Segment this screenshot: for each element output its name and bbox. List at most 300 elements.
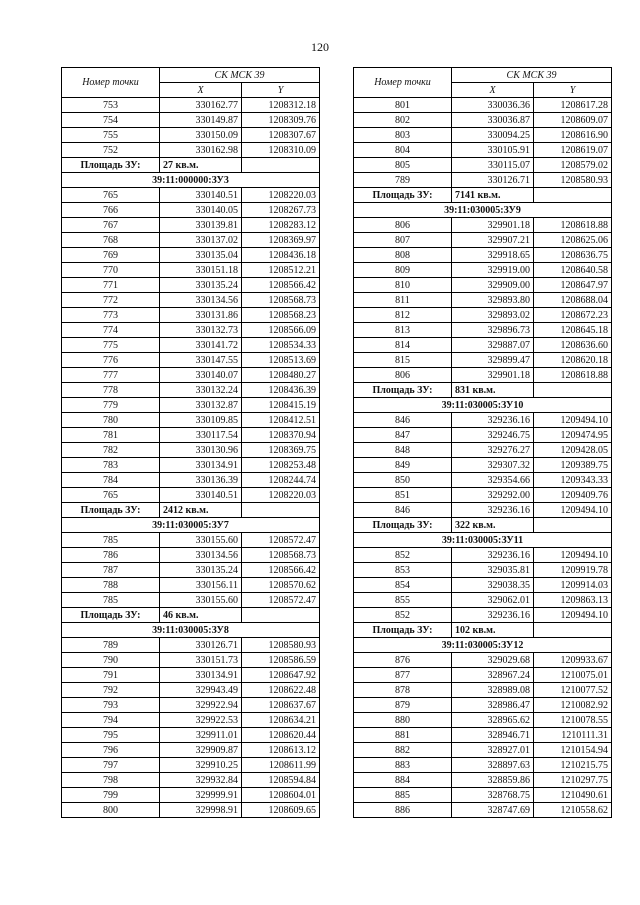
point-number: 847 [354, 428, 452, 443]
table-row [62, 218, 320, 233]
y-coordinate: 1208586.59 [242, 653, 320, 668]
table-row [62, 788, 320, 803]
y-coordinate: 1208310.09 [242, 143, 320, 158]
area-label: Площадь ЗУ: [354, 623, 452, 638]
table-row [62, 113, 320, 128]
point-number: 879 [354, 698, 452, 713]
y-coordinate: 1208566.42 [242, 278, 320, 293]
x-coordinate: 329998.91 [160, 803, 242, 818]
header-x: X [160, 83, 242, 98]
y-coordinate: 1208513.69 [242, 353, 320, 368]
point-number: 765 [62, 188, 160, 203]
table-row [354, 323, 612, 338]
x-coordinate: 330150.09 [160, 128, 242, 143]
point-number: 797 [62, 758, 160, 773]
table-row [354, 128, 612, 143]
point-number: 772 [62, 293, 160, 308]
y-coordinate: 1210558.62 [534, 803, 612, 818]
x-coordinate: 328768.75 [452, 788, 534, 803]
table-row [62, 203, 320, 218]
parcel-section-row [354, 638, 612, 653]
area-label: Площадь ЗУ: [354, 383, 452, 398]
y-coordinate: 1208620.44 [242, 728, 320, 743]
y-coordinate: 1210215.75 [534, 758, 612, 773]
area-label: Площадь ЗУ: [62, 503, 160, 518]
table-row [62, 473, 320, 488]
table-row [62, 353, 320, 368]
y-coordinate: 1208645.18 [534, 323, 612, 338]
x-coordinate: 329062.01 [452, 593, 534, 608]
x-coordinate: 330155.60 [160, 593, 242, 608]
table-row [354, 218, 612, 233]
point-number: 815 [354, 353, 452, 368]
point-number: 885 [354, 788, 452, 803]
point-number: 801 [354, 98, 452, 113]
y-coordinate: 1209494.10 [534, 548, 612, 563]
x-coordinate: 330140.51 [160, 488, 242, 503]
x-coordinate: 329236.16 [452, 608, 534, 623]
y-coordinate: 1209343.33 [534, 473, 612, 488]
point-number: 848 [354, 443, 452, 458]
y-coordinate: 1208369.75 [242, 443, 320, 458]
y-coordinate: 1208618.88 [534, 218, 612, 233]
y-coordinate: 1208572.47 [242, 533, 320, 548]
x-coordinate: 330140.05 [160, 203, 242, 218]
table-row [354, 713, 612, 728]
area-label: Площадь ЗУ: [354, 188, 452, 203]
area-label: Площадь ЗУ: [354, 518, 452, 533]
x-coordinate: 329236.16 [452, 548, 534, 563]
table-row [62, 638, 320, 653]
x-coordinate: 329943.49 [160, 683, 242, 698]
y-coordinate: 1210154.94 [534, 743, 612, 758]
point-number: 785 [62, 593, 160, 608]
y-coordinate: 1210297.75 [534, 773, 612, 788]
area-empty-cell [242, 608, 320, 623]
point-number: 806 [354, 218, 452, 233]
x-coordinate: 329236.16 [452, 503, 534, 518]
point-number: 767 [62, 218, 160, 233]
point-number: 771 [62, 278, 160, 293]
x-coordinate: 330132.24 [160, 383, 242, 398]
point-number: 876 [354, 653, 452, 668]
y-coordinate: 1208625.06 [534, 233, 612, 248]
y-coordinate: 1208640.58 [534, 263, 612, 278]
table-row [354, 173, 612, 188]
table-row [62, 803, 320, 818]
point-number: 789 [62, 638, 160, 653]
point-number: 768 [62, 233, 160, 248]
point-number: 777 [62, 368, 160, 383]
x-coordinate: 328965.62 [452, 713, 534, 728]
y-coordinate: 1208220.03 [242, 488, 320, 503]
table-row [354, 578, 612, 593]
x-coordinate: 329907.21 [452, 233, 534, 248]
point-number: 784 [62, 473, 160, 488]
x-coordinate: 330149.87 [160, 113, 242, 128]
point-number: 770 [62, 263, 160, 278]
y-coordinate: 1210111.31 [534, 728, 612, 743]
x-coordinate: 329893.80 [452, 293, 534, 308]
header-y: Y [534, 83, 612, 98]
table-row [354, 548, 612, 563]
x-coordinate: 328986.47 [452, 698, 534, 713]
point-number: 780 [62, 413, 160, 428]
x-coordinate: 330132.87 [160, 398, 242, 413]
table-row [62, 728, 320, 743]
area-empty-cell [242, 158, 320, 173]
point-number: 752 [62, 143, 160, 158]
x-coordinate: 329910.25 [160, 758, 242, 773]
table-row [62, 323, 320, 338]
x-coordinate: 330134.91 [160, 668, 242, 683]
point-number: 882 [354, 743, 452, 758]
page-number: 120 [311, 40, 329, 54]
coordinates-table-left [61, 67, 320, 818]
y-coordinate: 1208512.21 [242, 263, 320, 278]
table-row [62, 458, 320, 473]
point-number: 782 [62, 443, 160, 458]
y-coordinate: 1209389.75 [534, 458, 612, 473]
point-number: 789 [354, 173, 452, 188]
y-coordinate: 1208622.48 [242, 683, 320, 698]
point-number: 794 [62, 713, 160, 728]
area-value: 46 кв.м. [160, 608, 242, 623]
area-empty-cell [534, 188, 612, 203]
point-number: 884 [354, 773, 452, 788]
y-coordinate: 1208604.01 [242, 788, 320, 803]
y-coordinate: 1208672.23 [534, 308, 612, 323]
table-row [62, 428, 320, 443]
x-coordinate: 329236.16 [452, 413, 534, 428]
y-coordinate: 1208436.18 [242, 248, 320, 263]
area-value: 102 кв.м. [452, 623, 534, 638]
y-coordinate: 1208636.60 [534, 338, 612, 353]
y-coordinate: 1208636.75 [534, 248, 612, 263]
point-number: 788 [62, 578, 160, 593]
point-number: 766 [62, 203, 160, 218]
point-number: 773 [62, 308, 160, 323]
x-coordinate: 329932.84 [160, 773, 242, 788]
area-row [62, 608, 320, 623]
table-row [354, 788, 612, 803]
area-empty-cell [534, 623, 612, 638]
table-row [354, 248, 612, 263]
table-row [354, 563, 612, 578]
x-coordinate: 328927.01 [452, 743, 534, 758]
point-number: 774 [62, 323, 160, 338]
point-number: 787 [62, 563, 160, 578]
x-coordinate: 330162.77 [160, 98, 242, 113]
area-empty-cell [534, 518, 612, 533]
area-label: Площадь ЗУ: [62, 158, 160, 173]
parcel-id: 39:11:030005:ЗУ9 [354, 203, 612, 218]
table-row [354, 413, 612, 428]
y-coordinate: 1209933.67 [534, 653, 612, 668]
x-coordinate: 330136.39 [160, 473, 242, 488]
point-number: 807 [354, 233, 452, 248]
point-number: 849 [354, 458, 452, 473]
point-number: 880 [354, 713, 452, 728]
x-coordinate: 329909.00 [452, 278, 534, 293]
x-coordinate: 329038.35 [452, 578, 534, 593]
x-coordinate: 330135.24 [160, 563, 242, 578]
y-coordinate: 1208220.03 [242, 188, 320, 203]
x-coordinate: 329887.07 [452, 338, 534, 353]
x-coordinate: 329276.27 [452, 443, 534, 458]
y-coordinate: 1209494.10 [534, 503, 612, 518]
area-row [62, 158, 320, 173]
y-coordinate: 1208568.73 [242, 548, 320, 563]
area-value: 27 кв.м. [160, 158, 242, 173]
x-coordinate: 329901.18 [452, 218, 534, 233]
table-row [62, 683, 320, 698]
point-number: 776 [62, 353, 160, 368]
point-number: 792 [62, 683, 160, 698]
point-number: 799 [62, 788, 160, 803]
x-coordinate: 329919.00 [452, 263, 534, 278]
point-number: 798 [62, 773, 160, 788]
y-coordinate: 1208436.39 [242, 383, 320, 398]
table-row [354, 233, 612, 248]
table-row [62, 338, 320, 353]
area-row [354, 188, 612, 203]
x-coordinate: 330105.91 [452, 143, 534, 158]
parcel-id: 39:11:030005:ЗУ8 [62, 623, 320, 638]
point-number: 877 [354, 668, 452, 683]
point-number: 855 [354, 593, 452, 608]
parcel-id: 39:11:030005:ЗУ10 [354, 398, 612, 413]
x-coordinate: 330134.56 [160, 548, 242, 563]
point-number: 853 [354, 563, 452, 578]
table-row [354, 728, 612, 743]
table-row [354, 743, 612, 758]
y-coordinate: 1209914.03 [534, 578, 612, 593]
header-point-number: Номер точки [354, 68, 452, 98]
y-coordinate: 1210082.92 [534, 698, 612, 713]
x-coordinate: 330151.73 [160, 653, 242, 668]
table-row [354, 158, 612, 173]
parcel-section-row [354, 203, 612, 218]
table-row [62, 308, 320, 323]
x-coordinate: 330135.04 [160, 248, 242, 263]
y-coordinate: 1208369.97 [242, 233, 320, 248]
table-row [354, 503, 612, 518]
x-coordinate: 329035.81 [452, 563, 534, 578]
table-row [62, 413, 320, 428]
y-coordinate: 1208534.33 [242, 338, 320, 353]
table-row [62, 593, 320, 608]
parcel-id: 39:11:000000:ЗУ3 [62, 173, 320, 188]
x-coordinate: 330126.71 [452, 173, 534, 188]
y-coordinate: 1208637.67 [242, 698, 320, 713]
point-number: 881 [354, 728, 452, 743]
point-number: 850 [354, 473, 452, 488]
x-coordinate: 330137.02 [160, 233, 242, 248]
table-row [62, 398, 320, 413]
table-row [354, 428, 612, 443]
table-row [354, 608, 612, 623]
y-coordinate: 1208619.07 [534, 143, 612, 158]
table-row [354, 113, 612, 128]
table-row [62, 548, 320, 563]
table-row [62, 233, 320, 248]
point-number: 779 [62, 398, 160, 413]
header-x: X [452, 83, 534, 98]
point-number: 790 [62, 653, 160, 668]
x-coordinate: 328946.71 [452, 728, 534, 743]
y-coordinate: 1209428.05 [534, 443, 612, 458]
y-coordinate: 1208415.19 [242, 398, 320, 413]
point-number: 846 [354, 413, 452, 428]
table-row [62, 563, 320, 578]
x-coordinate: 330140.51 [160, 188, 242, 203]
y-coordinate: 1208480.27 [242, 368, 320, 383]
y-coordinate: 1208618.88 [534, 368, 612, 383]
table-row [354, 98, 612, 113]
point-number: 800 [62, 803, 160, 818]
x-coordinate: 330115.07 [452, 158, 534, 173]
table-row [354, 773, 612, 788]
x-coordinate: 330140.07 [160, 368, 242, 383]
point-number: 814 [354, 338, 452, 353]
x-coordinate: 330156.11 [160, 578, 242, 593]
header-y: Y [242, 83, 320, 98]
table-row [62, 533, 320, 548]
area-value: 831 кв.м. [452, 383, 534, 398]
area-value: 7141 кв.м. [452, 188, 534, 203]
point-number: 775 [62, 338, 160, 353]
point-number: 808 [354, 248, 452, 263]
y-coordinate: 1208566.42 [242, 563, 320, 578]
table-row [354, 293, 612, 308]
table-row [354, 803, 612, 818]
point-number: 786 [62, 548, 160, 563]
table-row [62, 248, 320, 263]
x-coordinate: 329922.94 [160, 698, 242, 713]
point-number: 769 [62, 248, 160, 263]
table-row [354, 758, 612, 773]
table-row [62, 653, 320, 668]
point-number: 795 [62, 728, 160, 743]
table-row [354, 278, 612, 293]
x-coordinate: 328989.08 [452, 683, 534, 698]
y-coordinate: 1208307.67 [242, 128, 320, 143]
table-row [354, 368, 612, 383]
y-coordinate: 1209863.13 [534, 593, 612, 608]
point-number: 805 [354, 158, 452, 173]
y-coordinate: 1208370.94 [242, 428, 320, 443]
table-row [354, 308, 612, 323]
area-empty-cell [242, 503, 320, 518]
x-coordinate: 330036.87 [452, 113, 534, 128]
y-coordinate: 1209919.78 [534, 563, 612, 578]
point-number: 802 [354, 113, 452, 128]
table-row [354, 593, 612, 608]
point-number: 755 [62, 128, 160, 143]
y-coordinate: 1208613.12 [242, 743, 320, 758]
x-coordinate: 329307.32 [452, 458, 534, 473]
point-number: 796 [62, 743, 160, 758]
area-value: 2412 кв.м. [160, 503, 242, 518]
table-row [62, 743, 320, 758]
table-row [62, 143, 320, 158]
table-row [354, 488, 612, 503]
x-coordinate: 328967.24 [452, 668, 534, 683]
table-row [354, 143, 612, 158]
y-coordinate: 1208634.21 [242, 713, 320, 728]
x-coordinate: 329354.66 [452, 473, 534, 488]
table-row [354, 353, 612, 368]
y-coordinate: 1208647.92 [242, 668, 320, 683]
table-row [62, 98, 320, 113]
y-coordinate: 1208312.18 [242, 98, 320, 113]
point-number: 886 [354, 803, 452, 818]
header-coordinate-system: СК МСК 39 [452, 68, 612, 83]
point-number: 854 [354, 578, 452, 593]
y-coordinate: 1208688.04 [534, 293, 612, 308]
x-coordinate: 329901.18 [452, 368, 534, 383]
table-row [354, 263, 612, 278]
point-number: 778 [62, 383, 160, 398]
header-coordinate-system: СК МСК 39 [160, 68, 320, 83]
area-row [354, 518, 612, 533]
coordinates-table-right [353, 67, 612, 818]
table-row [62, 293, 320, 308]
x-coordinate: 329918.65 [452, 248, 534, 263]
point-number: 804 [354, 143, 452, 158]
point-number: 810 [354, 278, 452, 293]
header-point-number: Номер точки [62, 68, 160, 98]
table-row [62, 698, 320, 713]
table-body [354, 98, 612, 818]
x-coordinate: 330134.91 [160, 458, 242, 473]
table-row [354, 698, 612, 713]
point-number: 806 [354, 368, 452, 383]
x-coordinate: 330130.96 [160, 443, 242, 458]
parcel-section-row [62, 623, 320, 638]
x-coordinate: 329922.53 [160, 713, 242, 728]
table-row [354, 338, 612, 353]
point-number: 765 [62, 488, 160, 503]
point-number: 781 [62, 428, 160, 443]
x-coordinate: 330117.54 [160, 428, 242, 443]
table-row [62, 713, 320, 728]
point-number: 809 [354, 263, 452, 278]
table-row [62, 488, 320, 503]
x-coordinate: 329029.68 [452, 653, 534, 668]
y-coordinate: 1209494.10 [534, 608, 612, 623]
parcel-section-row [354, 533, 612, 548]
y-coordinate: 1208244.74 [242, 473, 320, 488]
y-coordinate: 1208609.65 [242, 803, 320, 818]
table-row [62, 188, 320, 203]
point-number: 851 [354, 488, 452, 503]
table-row [62, 773, 320, 788]
area-row [354, 623, 612, 638]
y-coordinate: 1208572.47 [242, 593, 320, 608]
point-number: 852 [354, 548, 452, 563]
y-coordinate: 1208309.76 [242, 113, 320, 128]
x-coordinate: 328859.86 [452, 773, 534, 788]
parcel-section-row [62, 518, 320, 533]
x-coordinate: 330134.56 [160, 293, 242, 308]
point-number: 793 [62, 698, 160, 713]
x-coordinate: 330109.85 [160, 413, 242, 428]
table-row [62, 278, 320, 293]
point-number: 812 [354, 308, 452, 323]
table-row [354, 653, 612, 668]
